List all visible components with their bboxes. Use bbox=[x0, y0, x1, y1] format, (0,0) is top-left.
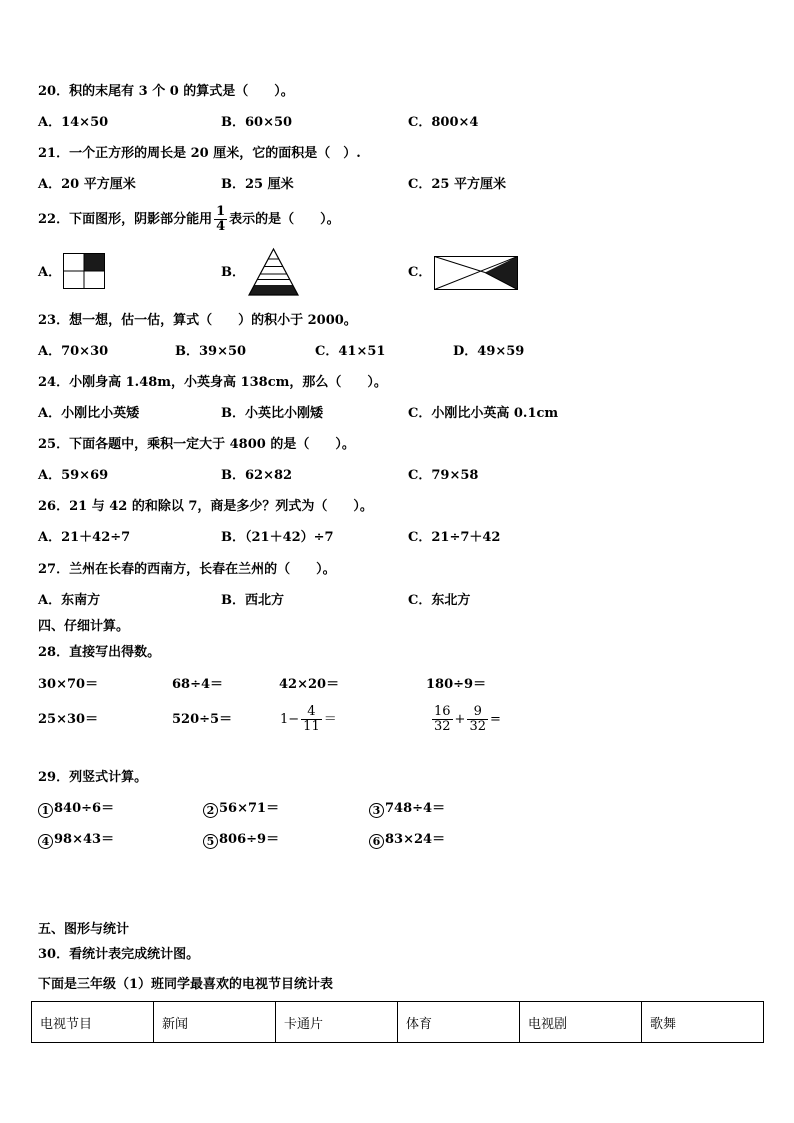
table-header-cell: 电视节目 bbox=[32, 1002, 154, 1043]
question-22 bbox=[38, 203, 340, 237]
calc-item: 25×30＝ bbox=[38, 712, 99, 727]
fraction bbox=[432, 705, 453, 734]
calc-item: 520÷5＝ bbox=[172, 712, 233, 727]
question-27: 27．兰州在长春的西南方，长春在兰州的（ ）。 bbox=[38, 562, 336, 577]
grid-figure-a bbox=[63, 253, 105, 289]
fraction-one-quarter bbox=[214, 205, 227, 234]
option-c: C．21÷7＋42 bbox=[408, 530, 501, 545]
vertical-calc-item bbox=[38, 832, 114, 849]
fraction-numerator: 1 bbox=[216, 204, 226, 219]
option-a: A．21＋42÷7 bbox=[38, 530, 131, 545]
circled-number: 6 bbox=[369, 834, 384, 849]
option-a: A． bbox=[38, 265, 62, 280]
option-c: C．小刚比小英高 0.1cm bbox=[408, 406, 559, 421]
question-23: 23．想一想，估一估，算式（ ）的积小于 2000。 bbox=[38, 313, 357, 328]
option-b: B．62×82 bbox=[221, 468, 293, 483]
option-c: C．25 平方厘米 bbox=[408, 177, 506, 192]
circled-number: 3 bbox=[369, 803, 384, 818]
calc-item: 30×70＝ bbox=[38, 677, 99, 692]
calc-expression: 748÷4＝ bbox=[385, 801, 446, 816]
calc-item: 180÷9＝ bbox=[426, 677, 487, 692]
circled-number: 4 bbox=[38, 834, 53, 849]
question-29: 29．列竖式计算。 bbox=[38, 770, 148, 785]
section-heading: 四、仔细计算。 bbox=[38, 619, 130, 634]
vertical-calc-item bbox=[203, 832, 279, 849]
option-c: C． bbox=[408, 265, 432, 280]
rectangle-line bbox=[435, 257, 486, 273]
equals-sign: = bbox=[490, 712, 501, 727]
table-header-cell: 体育 bbox=[398, 1002, 520, 1043]
vertical-calc-item bbox=[369, 801, 445, 818]
option-b: B．25 厘米 bbox=[221, 177, 294, 192]
circled-number: 5 bbox=[203, 834, 218, 849]
question-24: 24．小刚身高 1.48m，小英身高 138cm，那么（ ）。 bbox=[38, 375, 387, 390]
question-30: 30．看统计表完成统计图。 bbox=[38, 947, 200, 962]
calc-item: 42×20＝ bbox=[279, 677, 340, 692]
option-b: B．小英比小刚矮 bbox=[221, 406, 323, 421]
plus-sign: + bbox=[454, 712, 466, 727]
option-b: B． bbox=[221, 265, 245, 280]
option-b: B．西北方 bbox=[221, 593, 284, 608]
question-26: 26．21 与 42 的和除以 7，商是多少？列式为（ ）。 bbox=[38, 499, 373, 514]
table-header-cell: 歌舞 bbox=[642, 1002, 764, 1043]
circled-number: 1 bbox=[38, 803, 53, 818]
calc-item-fraction-sum bbox=[430, 701, 501, 739]
circled-number: 2 bbox=[203, 803, 218, 818]
calc-expression: 83×24＝ bbox=[385, 832, 446, 847]
option-c: C．800×4 bbox=[408, 115, 479, 130]
calc-expression: 56×71＝ bbox=[219, 801, 280, 816]
option-a: A．20 平方厘米 bbox=[38, 177, 136, 192]
grid-shaded-cell bbox=[84, 253, 105, 271]
statistics-table bbox=[31, 1001, 764, 1043]
fraction-denominator: 32 bbox=[469, 719, 486, 734]
vertical-calc-item bbox=[38, 801, 114, 818]
fraction bbox=[301, 705, 322, 734]
fraction-denominator: 32 bbox=[434, 719, 451, 734]
fraction-numerator: 4 bbox=[301, 705, 322, 720]
option-a: A．东南方 bbox=[38, 593, 101, 608]
question-25: 25．下面各题中，乘积一定大于 4800 的是（ ）。 bbox=[38, 437, 355, 452]
option-b: B．39×50 bbox=[175, 344, 247, 359]
question-28: 28．直接写出得数。 bbox=[38, 645, 161, 660]
table-caption: 下面是三年级（1）班同学最喜欢的电视节目统计表 bbox=[38, 977, 334, 992]
option-b: B．60×50 bbox=[221, 115, 293, 130]
option-a: A．70×30 bbox=[38, 344, 109, 359]
option-a: A．14×50 bbox=[38, 115, 109, 130]
vertical-calc-item bbox=[203, 801, 279, 818]
calc-expression: 98×43＝ bbox=[54, 832, 115, 847]
calc-expression: 806÷9＝ bbox=[219, 832, 280, 847]
option-a: A．小刚比小英矮 bbox=[38, 406, 140, 421]
fraction-denominator: 11 bbox=[303, 719, 320, 734]
equals-sign: ＝ bbox=[323, 712, 337, 727]
option-d: D．49×59 bbox=[453, 344, 525, 359]
triangle-shaded-band bbox=[249, 285, 298, 295]
fraction-numerator: 9 bbox=[467, 705, 488, 720]
fraction bbox=[467, 705, 488, 734]
option-c: C．41×51 bbox=[315, 344, 386, 359]
triangle-figure-b bbox=[248, 248, 299, 296]
option-b: B．（21＋42）÷7 bbox=[221, 530, 334, 545]
option-c: C．东北方 bbox=[408, 593, 471, 608]
calc-item-fraction bbox=[280, 701, 337, 739]
question-20: 20．积的末尾有 3 个 0 的算式是（ ）。 bbox=[38, 84, 294, 99]
table-header-cell: 卡通片 bbox=[276, 1002, 398, 1043]
table-row bbox=[32, 1002, 764, 1043]
calc-expression: 840÷6＝ bbox=[54, 801, 115, 816]
calc-term: 1− bbox=[280, 712, 300, 727]
vertical-calc-item bbox=[369, 832, 445, 849]
calc-item: 68÷4＝ bbox=[172, 677, 224, 692]
table-header-cell: 新闻 bbox=[154, 1002, 276, 1043]
rectangle-shaded-triangle bbox=[485, 257, 518, 290]
section-heading: 五、图形与统计 bbox=[38, 922, 130, 937]
table-header-cell: 电视剧 bbox=[520, 1002, 642, 1043]
question-22-text-pre: 22．下面图形，阴影部分能用 bbox=[38, 212, 213, 227]
fraction-denominator: 4 bbox=[216, 219, 226, 234]
rectangle-figure-c bbox=[434, 256, 518, 290]
question-22-text-post: 表示的是（ ）。 bbox=[229, 212, 340, 227]
question-21: 21．一个正方形的周长是 20 厘米，它的面积是（ ）. bbox=[38, 146, 361, 161]
option-a: A．59×69 bbox=[38, 468, 109, 483]
option-c: C．79×58 bbox=[408, 468, 479, 483]
fraction-numerator: 16 bbox=[434, 704, 451, 719]
